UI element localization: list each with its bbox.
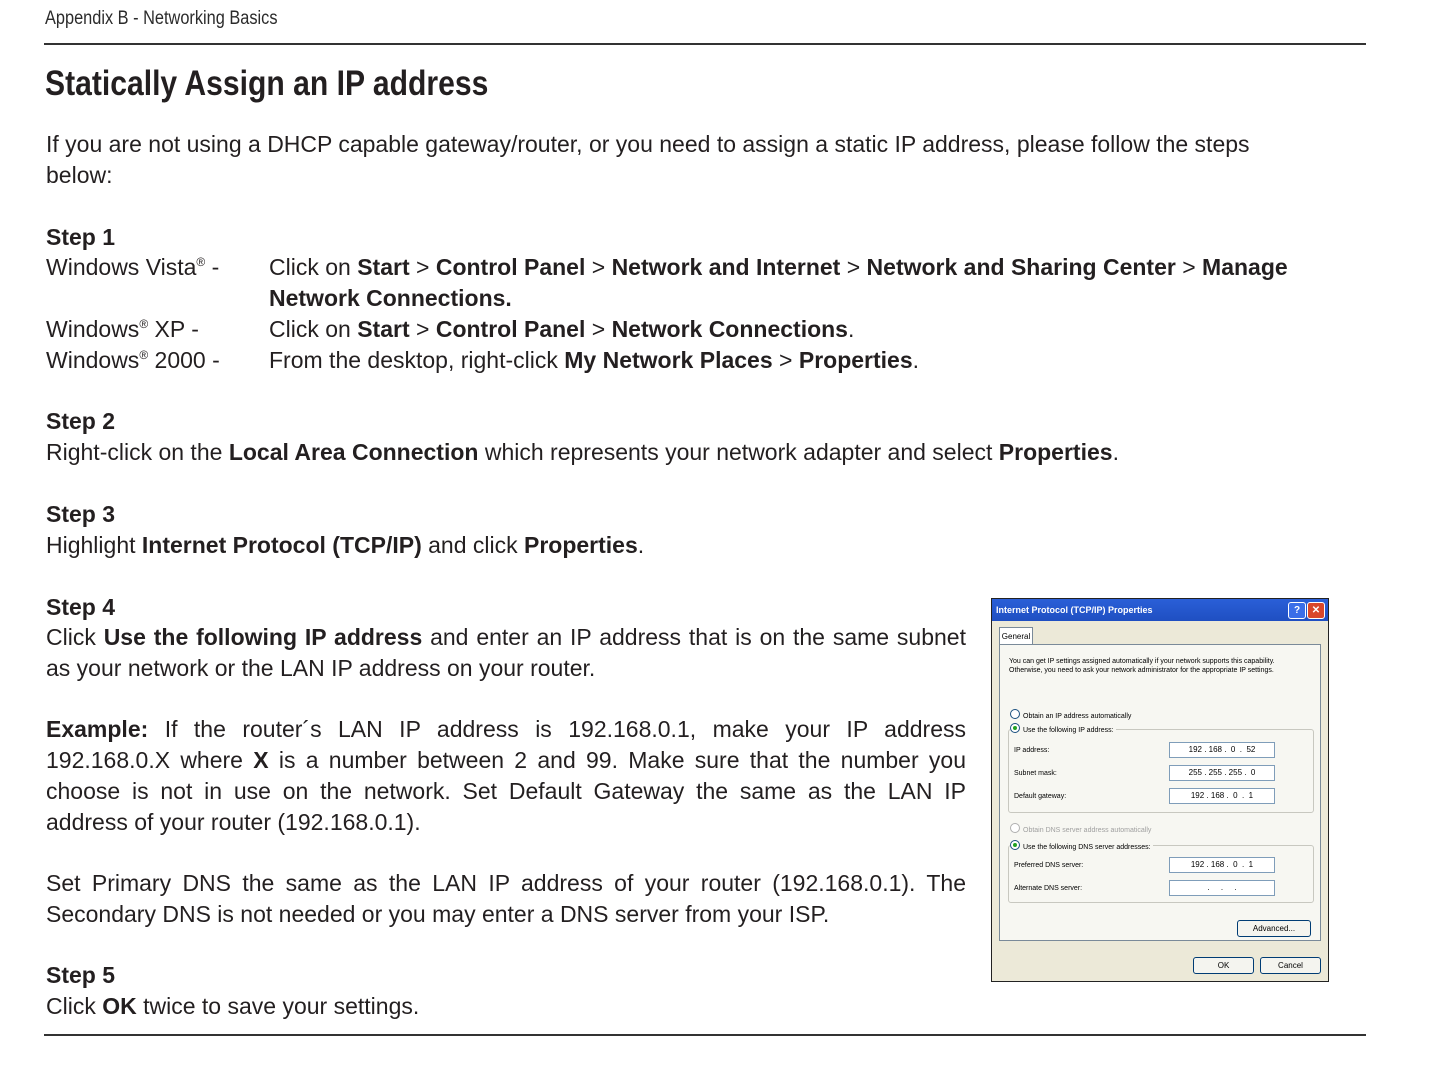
step1-heading: Step 1 [46, 224, 116, 250]
dialog-titlebar [992, 599, 1328, 621]
radio-selected-icon [1010, 723, 1020, 733]
use-ip-option[interactable]: Use the following IP address: [1010, 723, 1116, 735]
dialog-info-text: You can get IP settings assigned automatically if your network supports this capability. Otherwise, you need to ask your network administrator for the appropriate IP settings. [1009, 658, 1275, 674]
vista-label: Windows Vista® - [46, 254, 220, 280]
step4-dns: Set Primary DNS the same as the LAN IP address of your router (192.168.0.1). The Secondary DNS is not needed or you may enter a DNS server from your ISP. [46, 870, 966, 927]
alternate-dns-label: Alternate DNS server: [1014, 885, 1083, 892]
xp-label: Windows® XP - [46, 316, 199, 342]
default-gateway-label: Default gateway: [1014, 793, 1067, 800]
step2-heading: Step 2 [46, 408, 116, 434]
general-panel [999, 644, 1321, 941]
preferred-dns-label: Preferred DNS server: [1014, 862, 1084, 869]
radio-selected-icon [1010, 840, 1020, 850]
radio-icon [1010, 709, 1020, 719]
step2-text: Right-click on the Local Area Connection which represents your network adapter and select Properties. [46, 439, 1119, 465]
alternate-dns-input[interactable]: . . . [1169, 880, 1275, 896]
tab-general[interactable]: General [999, 627, 1033, 645]
vista-instructions: Click on Start > Control Panel > Network and Internet > Network and Sharing Center > Manage Network Connections. [269, 254, 1288, 311]
step4-text: Click Use the following IP address and enter an IP address that is on the same subnet as your network or the LAN IP address on your router. [46, 624, 966, 681]
default-gateway-input[interactable]: 192 . 168 . 0 . 1 [1169, 788, 1275, 804]
ip-address-label: IP address: [1014, 747, 1050, 754]
radio-disabled-icon [1010, 823, 1020, 833]
step5-heading: Step 5 [46, 962, 116, 988]
header-rule [44, 43, 1366, 45]
subnet-mask-input[interactable]: 255 . 255 . 255 . 0 [1169, 765, 1275, 781]
xp-instructions: Click on Start > Control Panel > Network Connections. [269, 316, 855, 342]
use-dns-option[interactable]: Use the following DNS server addresses: [1010, 840, 1153, 852]
ip-address-input[interactable]: 192 . 168 . 0 . 52 [1169, 742, 1275, 758]
step4-example: Example: If the router´s LAN IP address is 192.168.0.1, make your IP address 192.168.0.X where X is a number between 2 and 99. Make sure that the number you choose is not in use on the network. Set Default Gateway the same as the LAN IP address of your router (192.168.0.1). [46, 716, 966, 835]
step3-heading: Step 3 [46, 501, 116, 527]
intro-line-2: below: [46, 162, 113, 188]
step3-text: Highlight Internet Protocol (TCP/IP) and click Properties. [46, 532, 645, 558]
close-icon[interactable]: ✕ [1307, 602, 1325, 619]
page-header: Appendix B - Networking Basics [45, 8, 278, 29]
w2k-instructions: From the desktop, right-click My Network Places > Properties. [269, 347, 920, 373]
obtain-ip-option[interactable]: Obtain an IP address automatically [1010, 709, 1131, 721]
ok-button[interactable]: OK [1193, 957, 1254, 974]
w2k-label: Windows® 2000 - [46, 347, 220, 373]
cancel-button[interactable]: Cancel [1260, 957, 1321, 974]
step4-heading: Step 4 [46, 594, 116, 620]
help-icon[interactable]: ? [1288, 602, 1306, 619]
subnet-mask-label: Subnet mask: [1014, 770, 1057, 777]
obtain-dns-option[interactable]: Obtain DNS server address automatically [1010, 823, 1151, 835]
dialog-title: Internet Protocol (TCP/IP) Properties [996, 605, 1153, 615]
tcpip-properties-dialog [991, 598, 1329, 982]
advanced-button[interactable]: Advanced... [1237, 920, 1311, 937]
step5-text: Click OK twice to save your settings. [46, 993, 420, 1019]
preferred-dns-input[interactable]: 192 . 168 . 0 . 1 [1169, 857, 1275, 873]
intro-paragraph [46, 129, 1376, 191]
intro-line-1: If you are not using a DHCP capable gateway/router, or you need to assign a static IP address, please follow the steps [46, 131, 1250, 157]
page-title: Statically Assign an IP address [45, 64, 489, 103]
footer-rule [44, 1034, 1366, 1036]
